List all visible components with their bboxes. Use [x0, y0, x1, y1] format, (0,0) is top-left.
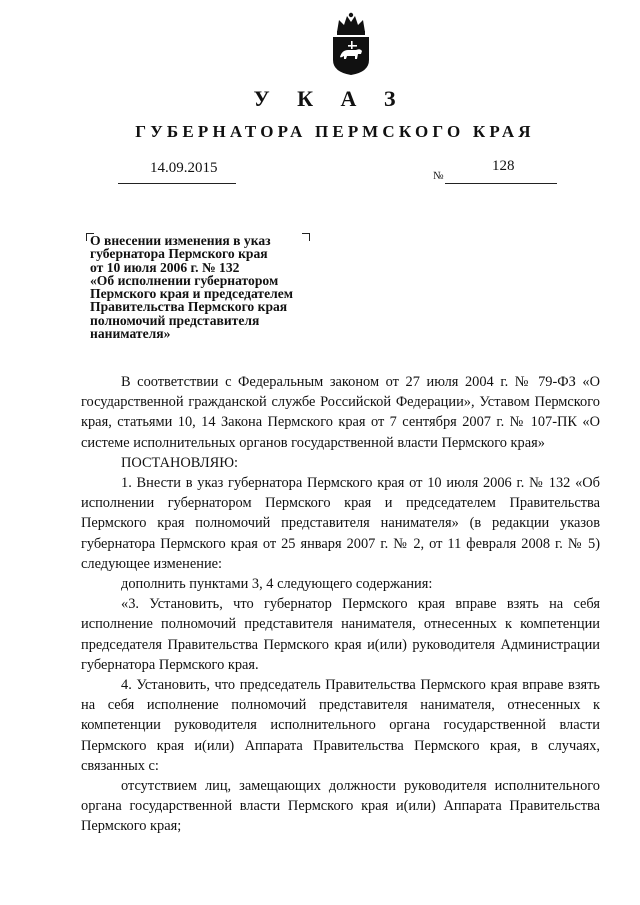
preamble-paragraph: В соответствии с Федеральным законом от 27 июля 2004 г. № 79-ФЗ «О государственной гражданской службе Российской Федерации», Уставом Пермского края, статьями 10, 14 Закона Пермского края от 7 сентября 2007 г. № 107-ПК «О системе исполнительных органов государственной власти Пермского края»	[81, 374, 600, 451]
decree-subject	[90, 234, 330, 340]
subject-line: от 10 июля 2006 г. № 132	[90, 259, 240, 275]
number-underline	[445, 183, 557, 184]
subject-line: нанимателя»	[90, 326, 171, 342]
subject-line: «Об исполнении губернатором	[90, 272, 279, 288]
supplement-paragraph: дополнить пунктами 3, 4 следующего содержания:	[121, 576, 433, 593]
resolve-heading: ПОСТАНОВЛЯЮ:	[121, 454, 239, 471]
decree-date: 14.09.2015	[150, 160, 218, 176]
point-4-paragraph: 4. Установить, что председатель Правительства Пермского края вправе взять на себя исполнение полномочий представителя нанимателя, отнесенных к компетенции руководителя исполнительного органа государственной власти Пермского края и(или) Аппарата Правительства Пермского края, в случаях, связанных с:	[81, 677, 600, 774]
subject-line: полномочий представителя	[90, 312, 260, 328]
subject-line: Пермского края и председателем	[90, 286, 294, 302]
perm-krai-coat-of-arms-icon	[329, 10, 373, 76]
absence-paragraph: отсутствием лиц, замещающих должности руководителя исполнительного органа государственной власти Пермского края и(или) Аппарата Правительства Пермского края;	[81, 778, 600, 835]
subject-line: губернатора Пермского края	[90, 246, 268, 262]
date-underline	[118, 183, 236, 184]
decree-body	[81, 372, 600, 837]
number-sign: №	[433, 170, 444, 182]
item-1-paragraph: 1. Внести в указ губернатора Пермского края от 10 июля 2006 г. № 132 «Об исполнении губернатором Пермского края и председателем Правительства Пермского края полномочий представителя нанимателя» (в редакции указов губернатора Пермского края от 25 января 2007 г. № 2, от 11 февраля 2008 г. № 5) следующее изменение:	[81, 475, 600, 572]
decree-title: У К А З	[253, 86, 407, 111]
issuer-subtitle: ГУБЕРНАТОРА ПЕРМСКОГО КРАЯ	[135, 122, 535, 141]
subject-line: О внесении изменения в указ	[90, 233, 271, 248]
decree-number: 128	[492, 158, 515, 174]
subject-line: Правительства Пермского края	[90, 299, 288, 315]
point-3-paragraph: «3. Установить, что губернатор Пермского края вправе взять на себя исполнение полномочий представителя нанимателя, отнесенных к компетенции председателя Правительства Пермского края и(или) руководителя Администрации губернатора Пермского края.	[81, 596, 600, 673]
